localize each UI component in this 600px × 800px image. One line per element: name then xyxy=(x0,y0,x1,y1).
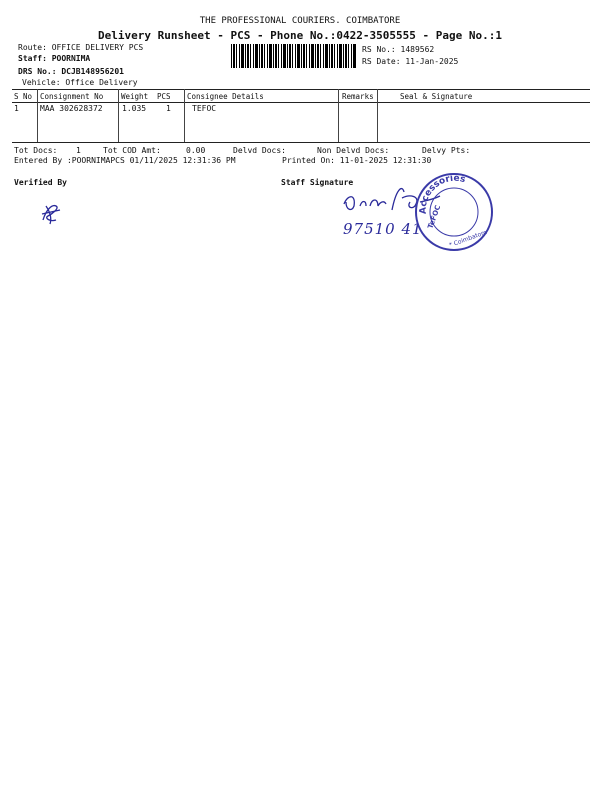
header-sno: S No xyxy=(14,92,33,101)
company-name: THE PROFESSIONAL COURIERS. COIMBATORE xyxy=(199,16,401,26)
barcode xyxy=(231,44,356,68)
runsheet-title: Delivery Runsheet - PCS - Phone No.:0422-3505555 - Page No.:1 xyxy=(98,29,502,42)
stamp-bottom-text: * Coimbatore xyxy=(448,228,489,250)
col-divider xyxy=(338,89,339,142)
verified-by-label: Verified By xyxy=(14,178,67,187)
col-divider xyxy=(184,89,185,142)
entered-by: Entered By :POORNIMAPCS 01/11/2025 12:31:36 PM xyxy=(14,156,236,165)
cod-label: Tot COD Amt: xyxy=(103,146,161,155)
route-text: Route: OFFICE DELIVERY PCS xyxy=(18,43,144,52)
col-divider xyxy=(118,89,119,142)
row-consignee: TEFOC xyxy=(192,104,217,113)
header-consignee: Consignee Details xyxy=(187,92,264,101)
staff-signature-label: Staff Signature xyxy=(281,178,354,187)
table-header-border xyxy=(12,102,590,103)
table-top-border xyxy=(12,89,590,90)
header-pcs: PCS xyxy=(157,92,171,101)
non-delvd-docs-label: Non Delvd Docs: xyxy=(317,146,390,155)
cod-value: 0.00 xyxy=(186,146,206,155)
header-weight: Weight xyxy=(121,92,149,101)
delvd-docs-label: Delvd Docs: xyxy=(233,146,286,155)
table-bottom-border xyxy=(12,142,590,143)
tot-docs-label: Tot Docs: xyxy=(14,146,58,155)
rs-number: RS No.: 1489562 xyxy=(362,45,435,54)
company-stamp xyxy=(414,172,494,252)
header-consignment: Consignment No xyxy=(40,92,104,101)
rs-date: RS Date: 11-Jan-2025 xyxy=(362,57,459,66)
printed-on: Printed On: 11-01-2025 12:31:30 xyxy=(282,156,432,165)
verified-by-signature xyxy=(38,200,64,226)
header-remarks: Remarks xyxy=(342,92,374,101)
row-pcs: 1 xyxy=(166,104,171,113)
drs-number: DRS No.: DCJB148956201 xyxy=(18,67,124,76)
handwritten-number: 97510 41 xyxy=(343,220,423,238)
row-sno: 1 xyxy=(14,104,19,113)
row-weight: 1.035 xyxy=(122,104,147,113)
header-seal: Seal & Signature xyxy=(400,92,473,101)
delvy-pts-label: Delvy Pts: xyxy=(422,146,471,155)
stamp-top-text: Accessories xyxy=(418,173,467,215)
col-divider xyxy=(37,89,38,142)
tot-docs-value: 1 xyxy=(76,146,81,155)
col-divider xyxy=(377,89,378,142)
stamp-left-text: TeFOC xyxy=(426,204,443,230)
staff-text: Staff: POORNIMA xyxy=(18,54,91,63)
row-consignment: MAA 302628372 xyxy=(40,104,103,113)
vehicle-text: Vehicle: Office Delivery xyxy=(22,78,138,87)
